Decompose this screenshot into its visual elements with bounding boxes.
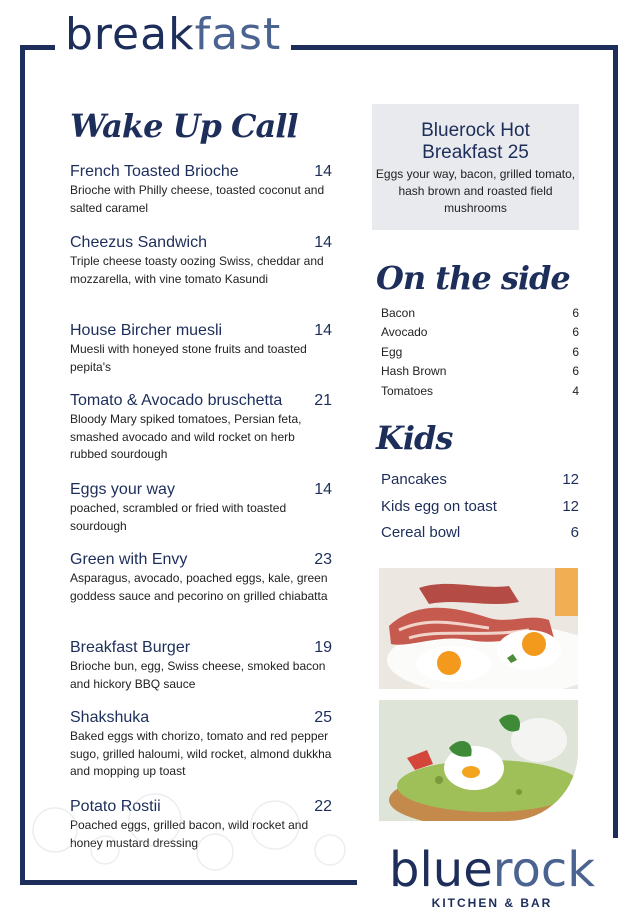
menu-item-price: 14	[314, 481, 332, 498]
menu-item-description: Brioche with Philly cheese, toasted coconut and salted caramel	[70, 183, 325, 215]
menu-item-name: Green with Envy	[70, 551, 188, 568]
title-part2: fast	[194, 9, 282, 60]
hot-breakfast-description: Eggs your way, bacon, grilled tomato, hash brown and roasted field mushrooms	[375, 167, 576, 215]
menu-item	[70, 551, 332, 605]
kids-item-price: 12	[562, 471, 579, 488]
section-heading-on-the-side: On the side	[376, 259, 570, 297]
menu-item-description: Bloody Mary spiked tomatoes, Persian feta, smashed avocado and wild rocket on herb rubbed sourdough	[70, 412, 302, 461]
menu-item-description: Poached eggs, grilled bacon, wild rocket and honey mustard dressing	[70, 818, 309, 850]
logo-tagline: KITCHEN & BAR	[431, 896, 553, 910]
kids-item-name: Kids egg on toast	[381, 497, 497, 515]
menu-item-price: 14	[314, 234, 332, 251]
list-item	[381, 362, 579, 381]
list-item	[381, 304, 579, 323]
kids-list	[381, 467, 579, 547]
side-item-price: 4	[572, 383, 579, 398]
menu-item-description: Baked eggs with chorizo, tomato and red pepper sugo, grilled haloumi, wild rocket, almond dukkha and mopping up toast	[70, 729, 332, 778]
side-item-name: Tomatoes	[381, 383, 434, 398]
menu-item-description: Muesli with honeyed stone fruits and toasted pepita's	[70, 342, 307, 374]
menu-item-price: 25	[314, 709, 332, 726]
menu-item-price: 14	[314, 163, 332, 180]
side-item-name: Egg	[381, 344, 403, 359]
menu-item	[70, 163, 332, 217]
kids-item-price: 6	[570, 524, 579, 541]
list-item	[381, 323, 579, 342]
section-heading-kids: Kids	[376, 419, 453, 457]
menu-item	[70, 639, 332, 693]
decorative-bubbles	[25, 780, 365, 880]
logo-word-part2: rock	[492, 842, 595, 898]
side-item-name: Hash Brown	[381, 364, 447, 379]
hot-breakfast-title-line2: Breakfast 25	[422, 142, 529, 163]
avocado-toast-photo	[379, 700, 578, 821]
menu-item-price: 21	[314, 392, 332, 409]
menu-item-name: House Bircher muesli	[70, 322, 223, 339]
kids-item-name: Pancakes	[381, 471, 447, 488]
menu-item-name: Shakshuka	[70, 709, 150, 726]
list-item	[381, 467, 579, 494]
menu-item	[70, 481, 332, 535]
menu-item-price: 19	[314, 639, 332, 656]
kids-item-name: Cereal bowl	[381, 524, 461, 541]
list-item	[381, 343, 579, 362]
menu-item-price: 14	[314, 322, 332, 339]
list-item	[381, 520, 579, 547]
side-item-price: 6	[572, 364, 579, 379]
menu-item	[70, 709, 332, 781]
logo-wordmark	[357, 842, 627, 898]
page-title	[55, 6, 291, 64]
menu-item-description: Triple cheese toasty oozing Swiss, cheddar and mozzarella, with vine tomato Kasundi	[70, 254, 324, 286]
section-heading-wake-up-call: Wake Up Call	[70, 107, 298, 145]
menu-item	[70, 392, 332, 464]
menu-item-description: Asparagus, avocado, poached eggs, kale, green goddess sauce and pecorino on grilled chiabatta	[70, 571, 328, 603]
menu-item-name: Tomato & Avocado bruschetta	[70, 392, 283, 409]
list-item	[381, 382, 579, 401]
menu-item-name: Potato Rostii	[70, 798, 161, 815]
menu-item	[70, 234, 332, 288]
side-list	[381, 304, 579, 401]
side-item-price: 6	[572, 325, 579, 340]
kids-item-price: 12	[562, 497, 579, 515]
bluerock-logo	[357, 838, 627, 922]
menu-item-name: Breakfast Burger	[70, 639, 191, 656]
menu-item-name: Eggs your way	[70, 481, 175, 498]
bacon-and-eggs-photo	[379, 568, 578, 689]
side-item-price: 6	[572, 306, 579, 320]
menu-item-description: poached, scrambled or fried with toasted sourdough	[70, 501, 287, 533]
list-item	[381, 494, 579, 521]
menu-item-price: 22	[314, 798, 332, 815]
bacon-and-eggs-illustration	[379, 568, 578, 689]
side-item-name: Bacon	[381, 306, 416, 320]
menu-item-price: 23	[314, 551, 332, 568]
hot-breakfast-panel	[372, 104, 579, 230]
menu-item-description: Brioche bun, egg, Swiss cheese, smoked bacon and hickory BBQ sauce	[70, 659, 326, 691]
title-part1: break	[65, 9, 195, 60]
avocado-toast-illustration	[379, 700, 578, 821]
side-item-price: 6	[572, 344, 579, 359]
menu-item-name: Cheezus Sandwich	[70, 234, 207, 251]
side-item-name: Avocado	[381, 325, 428, 340]
menu-item	[70, 322, 332, 376]
menu-item-name: French Toasted Brioche	[70, 163, 239, 180]
hot-breakfast-title-line1: Bluerock Hot	[421, 120, 530, 141]
logo-word-part1: blue	[389, 842, 493, 898]
